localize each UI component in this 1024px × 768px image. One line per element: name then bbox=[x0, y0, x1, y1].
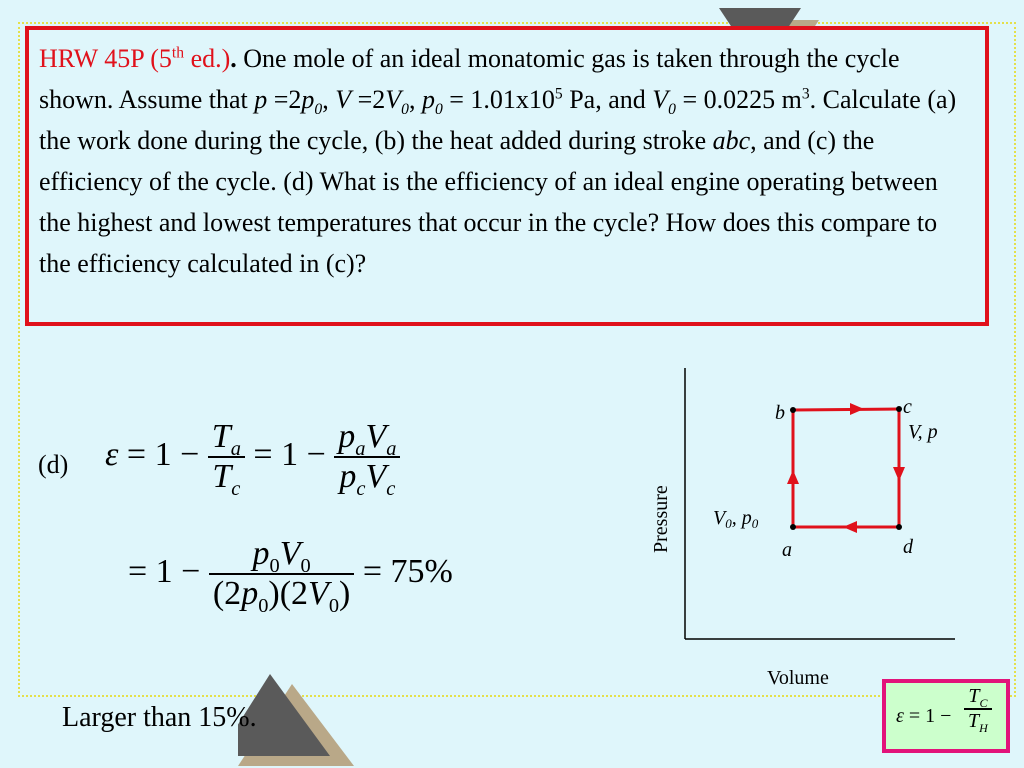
arrow-left-icon bbox=[843, 521, 857, 533]
fraction-pv: $\frac{p_aV_a}{p_cV_c}$ bbox=[334, 418, 400, 496]
x-axis-label: Volume bbox=[767, 667, 829, 689]
cycle-path bbox=[793, 409, 899, 527]
part-label: (d) bbox=[38, 450, 69, 479]
state-a-label: $V_0$, $p_0$ bbox=[713, 507, 759, 531]
pv-diagram bbox=[640, 360, 1000, 700]
point-c-label: c bbox=[903, 396, 912, 418]
state-c-label: V, p bbox=[908, 421, 938, 443]
conclusion-text: Larger than 15%. bbox=[62, 702, 257, 733]
point-d-dot bbox=[896, 524, 902, 530]
point-b-dot bbox=[790, 407, 796, 413]
problem-reference: HRW 45P (5th ed.) bbox=[39, 44, 231, 73]
point-d-label: d bbox=[903, 536, 913, 558]
arrow-down-icon bbox=[893, 467, 905, 481]
point-a-dot bbox=[790, 524, 796, 530]
problem-statement: HRW 45P (5th ed.). One mole of an ideal monatomic gas is taken through the cycle shown. Assume that $p =2p_0$, $V =2V_0$, $p_0 = 1.01x10^5$ Pa, and $V_0 = 0.0225$ $m^3$. Calculate (a) the work done during the cycle, (b) the heat added during stroke abc, and (c) the efficiency of the cycle. (d) What is the efficiency of an ideal engine operating between the highest and lowest temperatures that occur in the cycle? How does this compare to the efficiency calculated in (c)? bbox=[25, 26, 989, 326]
y-axis-label: Pressure bbox=[650, 485, 672, 553]
arrow-right-icon bbox=[850, 403, 864, 415]
fraction-temps: $\frac{T_a}{T_c}$ bbox=[208, 418, 245, 496]
efficiency-formula-box: ε = 1 − $\frac{T_C}{T_H}$ bbox=[882, 679, 1010, 753]
equation-line-1: ε = 1 − $\frac{T_a}{T_c}$ = 1 − $\frac{p_aV_a}{p_cV_c}$ bbox=[105, 418, 400, 496]
point-a-label: a bbox=[782, 539, 792, 561]
carnot-fraction: $\frac{T_C}{T_H}$ bbox=[964, 685, 992, 733]
equation-line-2: = 1 − $\frac{p_0V_0}{(2p_0)(2V_0)}$ = 75% bbox=[128, 535, 453, 617]
arrow-up-icon bbox=[787, 470, 799, 484]
fraction-result: $\frac{p_0V_0}{(2p_0)(2V_0)}$ bbox=[209, 535, 355, 613]
point-c-dot bbox=[896, 406, 902, 412]
point-b-label: b bbox=[775, 402, 785, 424]
